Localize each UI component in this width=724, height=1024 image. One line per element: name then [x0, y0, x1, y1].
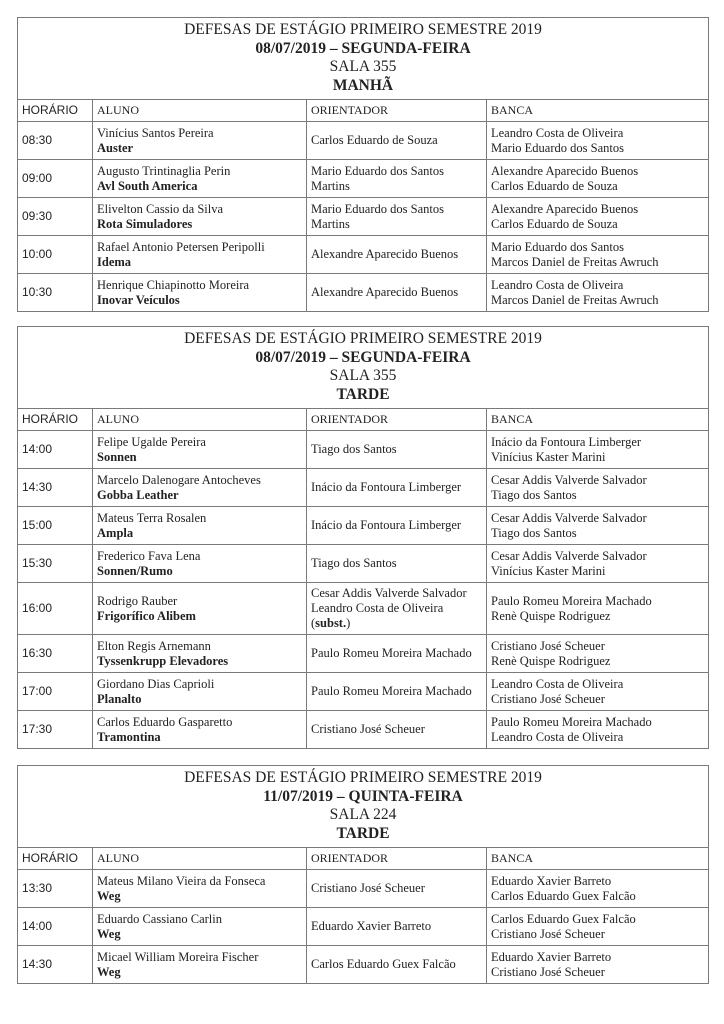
table-row	[18, 908, 709, 946]
company-name: Gobba Leather	[97, 487, 179, 502]
table-date: 08/07/2019 – SEGUNDA-FEIRA	[255, 348, 471, 366]
column-header-advisor: ORIENTADOR	[307, 848, 487, 870]
column-header-row	[18, 848, 709, 870]
board-cell	[487, 870, 709, 908]
board-member: Tiago dos Santos	[491, 525, 577, 540]
time-cell: 14:30	[18, 946, 93, 984]
table-title: DEFESAS DE ESTÁGIO PRIMEIRO SEMESTRE 2019	[184, 330, 542, 347]
time-cell: 15:30	[18, 545, 93, 583]
column-header-time: HORÁRIO	[18, 848, 93, 870]
advisor-cell	[307, 583, 487, 635]
schedule-table-morning	[17, 17, 709, 312]
board-member: Leandro Costa de Oliveira	[491, 676, 624, 691]
column-header-student: ALUNO	[93, 100, 307, 122]
column-header-student: ALUNO	[93, 409, 307, 431]
board-cell	[487, 469, 709, 507]
table-room: SALA 355	[329, 58, 397, 75]
student-cell	[93, 635, 307, 673]
time-cell: 08:30	[18, 122, 93, 160]
advisor-name: Mario Eduardo dos Santos	[311, 163, 444, 178]
time-cell: 17:00	[18, 673, 93, 711]
board-member: Mario Eduardo dos Santos	[491, 140, 624, 155]
column-header-board: BANCA	[487, 100, 709, 122]
table-row	[18, 160, 709, 198]
student-cell	[93, 274, 307, 312]
advisor-cell	[307, 236, 487, 274]
advisor-cell	[307, 946, 487, 984]
student-name: Marcelo Dalenogare Antocheves	[97, 472, 261, 487]
advisor-name: Paulo Romeu Moreira Machado	[311, 684, 472, 698]
student-name: Felipe Ugalde Pereira	[97, 434, 206, 449]
student-name: Carlos Eduardo Gasparetto	[97, 714, 233, 729]
student-cell	[93, 946, 307, 984]
time-cell: 17:30	[18, 711, 93, 749]
column-header-row	[18, 409, 709, 431]
advisor-cell	[307, 711, 487, 749]
student-cell	[93, 431, 307, 469]
student-name: Vinícius Santos Pereira	[97, 125, 214, 140]
board-cell	[487, 635, 709, 673]
table-room: SALA 224	[329, 806, 397, 823]
advisor-cell	[307, 870, 487, 908]
student-cell	[93, 236, 307, 274]
board-member: Cesar Addis Valverde Salvador	[491, 472, 647, 487]
board-member: Leandro Costa de Oliveira	[491, 729, 624, 744]
company-name: Planalto	[97, 691, 142, 706]
student-name: Rodrigo Rauber	[97, 593, 178, 608]
student-cell	[93, 870, 307, 908]
table-row	[18, 469, 709, 507]
table-room: SALA 355	[329, 367, 397, 384]
table-row	[18, 431, 709, 469]
student-cell	[93, 908, 307, 946]
schedule-table-afternoon-0807	[17, 326, 709, 749]
student-cell	[93, 122, 307, 160]
table-row	[18, 583, 709, 635]
board-member: Cesar Addis Valverde Salvador	[491, 548, 647, 563]
advisor-name: Tiago dos Santos	[311, 556, 397, 570]
company-name: Weg	[97, 888, 121, 903]
board-member: Eduardo Xavier Barreto	[491, 873, 612, 888]
advisor-name: Martins	[311, 216, 350, 231]
student-cell	[93, 711, 307, 749]
advisor-name: Alexandre Aparecido Buenos	[311, 285, 459, 299]
company-name: Auster	[97, 140, 134, 155]
advisor-cell	[307, 431, 487, 469]
student-name: Eduardo Cassiano Carlin	[97, 911, 222, 926]
time-cell: 09:00	[18, 160, 93, 198]
advisor-name: Leandro Costa de Oliveira	[311, 601, 444, 615]
table-period: MANHÃ	[332, 76, 394, 94]
student-name: Mateus Milano Vieira da Fonseca	[97, 873, 266, 888]
table-row	[18, 870, 709, 908]
table-period: TARDE	[336, 824, 390, 842]
time-cell: 14:00	[18, 431, 93, 469]
student-name: Giordano Dias Caprioli	[97, 676, 215, 691]
board-cell	[487, 236, 709, 274]
time-cell: 10:30	[18, 274, 93, 312]
column-header-time: HORÁRIO	[18, 100, 93, 122]
student-cell	[93, 673, 307, 711]
board-member: Cristiano José Scheuer	[491, 964, 605, 979]
advisor-note-text: subst.	[315, 616, 347, 630]
advisor-cell	[307, 160, 487, 198]
table-row	[18, 545, 709, 583]
board-member: Marcos Daniel de Freitas Awruch	[491, 254, 659, 269]
schedule-table-afternoon-1107	[17, 765, 709, 984]
advisor-cell	[307, 198, 487, 236]
board-cell	[487, 946, 709, 984]
time-cell: 15:00	[18, 507, 93, 545]
board-member: Cristiano José Scheuer	[491, 926, 605, 941]
advisor-cell	[307, 908, 487, 946]
board-member: Tiago dos Santos	[491, 487, 577, 502]
advisor-cell	[307, 469, 487, 507]
table-row	[18, 635, 709, 673]
table-row	[18, 673, 709, 711]
company-name: Tramontina	[97, 729, 161, 744]
board-member: Renè Quispe Rodriguez	[491, 608, 611, 623]
student-cell	[93, 160, 307, 198]
company-name: Weg	[97, 964, 121, 979]
table-header	[18, 766, 709, 848]
time-cell: 13:30	[18, 870, 93, 908]
column-header-board: BANCA	[487, 848, 709, 870]
advisor-cell	[307, 545, 487, 583]
table-row	[18, 274, 709, 312]
advisor-name: Inácio da Fontoura Limberger	[311, 480, 462, 494]
table-row	[18, 198, 709, 236]
board-cell	[487, 711, 709, 749]
board-member: Marcos Daniel de Freitas Awruch	[491, 292, 659, 307]
column-header-time: HORÁRIO	[18, 409, 93, 431]
board-cell	[487, 545, 709, 583]
student-name: Mateus Terra Rosalen	[97, 510, 207, 525]
student-name: Elivelton Cassio da Silva	[97, 201, 224, 216]
board-member: Cristiano José Scheuer	[491, 691, 605, 706]
table-period: TARDE	[336, 385, 390, 403]
advisor-name: Carlos Eduardo de Souza	[311, 133, 438, 147]
board-member: Paulo Romeu Moreira Machado	[491, 593, 652, 608]
board-member: Leandro Costa de Oliveira	[491, 277, 624, 292]
company-name: Rota Simuladores	[97, 216, 193, 231]
company-name: Sonnen/Rumo	[97, 563, 173, 578]
advisor-cell	[307, 673, 487, 711]
time-cell: 16:00	[18, 583, 93, 635]
company-name: Idema	[97, 254, 132, 269]
board-member: Alexandre Aparecido Buenos	[491, 163, 639, 178]
company-name: Frigorífico Alibem	[97, 608, 196, 623]
time-cell: 14:00	[18, 908, 93, 946]
board-member: Inácio da Fontoura Limberger	[491, 434, 642, 449]
student-name: Henrique Chiapinotto Moreira	[97, 277, 250, 292]
company-name: Tyssenkrupp Elevadores	[97, 653, 229, 668]
company-name: Sonnen	[97, 449, 137, 464]
board-cell	[487, 431, 709, 469]
board-cell	[487, 507, 709, 545]
board-member: Paulo Romeu Moreira Machado	[491, 714, 652, 729]
advisor-name: Cristiano José Scheuer	[311, 722, 425, 736]
table-header	[18, 327, 709, 409]
advisor-name: Paulo Romeu Moreira Machado	[311, 646, 472, 660]
table-header	[18, 18, 709, 100]
company-name: Inovar Veículos	[97, 292, 180, 307]
student-name: Frederico Fava Lena	[97, 548, 201, 563]
advisor-name: Cristiano José Scheuer	[311, 881, 425, 895]
column-header-student: ALUNO	[93, 848, 307, 870]
board-member: Vinícius Kaster Marini	[491, 449, 606, 464]
time-cell: 14:30	[18, 469, 93, 507]
advisor-cell	[307, 507, 487, 545]
board-cell	[487, 122, 709, 160]
board-member: Alexandre Aparecido Buenos	[491, 201, 639, 216]
student-cell	[93, 545, 307, 583]
board-member: Carlos Eduardo Guex Falcão	[491, 911, 636, 926]
table-row	[18, 236, 709, 274]
student-cell	[93, 507, 307, 545]
board-member: Renè Quispe Rodriguez	[491, 653, 611, 668]
advisor-name: Martins	[311, 178, 350, 193]
student-name: Augusto Trintinaglia Perin	[97, 163, 231, 178]
student-cell	[93, 198, 307, 236]
board-cell	[487, 583, 709, 635]
board-member: Cesar Addis Valverde Salvador	[491, 510, 647, 525]
board-member: Carlos Eduardo Guex Falcão	[491, 888, 636, 903]
table-title: DEFESAS DE ESTÁGIO PRIMEIRO SEMESTRE 2019	[184, 21, 542, 38]
board-member: Carlos Eduardo de Souza	[491, 178, 618, 193]
table-row	[18, 946, 709, 984]
advisor-name: Inácio da Fontoura Limberger	[311, 518, 462, 532]
table-date: 11/07/2019 – QUINTA-FEIRA	[263, 787, 463, 805]
board-cell	[487, 198, 709, 236]
advisor-cell	[307, 635, 487, 673]
column-header-row	[18, 100, 709, 122]
table-row	[18, 711, 709, 749]
student-cell	[93, 469, 307, 507]
table-title: DEFESAS DE ESTÁGIO PRIMEIRO SEMESTRE 2019	[184, 769, 542, 786]
board-member: Cristiano José Scheuer	[491, 638, 605, 653]
column-header-advisor: ORIENTADOR	[307, 100, 487, 122]
advisor-name: Cesar Addis Valverde Salvador	[311, 586, 467, 600]
advisor-note: (subst.)	[311, 616, 351, 630]
student-name: Micael William Moreira Fischer	[97, 949, 259, 964]
time-cell: 10:00	[18, 236, 93, 274]
company-name: Weg	[97, 926, 121, 941]
table-row	[18, 122, 709, 160]
advisor-cell	[307, 274, 487, 312]
board-member: Mario Eduardo dos Santos	[491, 239, 624, 254]
board-member: Vinícius Kaster Marini	[491, 563, 606, 578]
column-header-advisor: ORIENTADOR	[307, 409, 487, 431]
student-name: Elton Regis Arnemann	[97, 638, 211, 653]
board-cell	[487, 673, 709, 711]
advisor-name: Tiago dos Santos	[311, 442, 397, 456]
advisor-name: Alexandre Aparecido Buenos	[311, 247, 459, 261]
board-cell	[487, 274, 709, 312]
advisor-name: Carlos Eduardo Guex Falcão	[311, 957, 456, 971]
board-cell	[487, 160, 709, 198]
advisor-name: Eduardo Xavier Barreto	[311, 919, 432, 933]
advisor-name: Mario Eduardo dos Santos	[311, 201, 444, 216]
board-cell	[487, 908, 709, 946]
table-row	[18, 507, 709, 545]
table-date: 08/07/2019 – SEGUNDA-FEIRA	[255, 39, 471, 57]
advisor-cell	[307, 122, 487, 160]
board-member: Carlos Eduardo de Souza	[491, 216, 618, 231]
board-member: Leandro Costa de Oliveira	[491, 125, 624, 140]
board-member: Eduardo Xavier Barreto	[491, 949, 612, 964]
time-cell: 16:30	[18, 635, 93, 673]
company-name: Ampla	[97, 525, 134, 540]
company-name: Avl South America	[97, 178, 198, 193]
student-cell	[93, 583, 307, 635]
column-header-board: BANCA	[487, 409, 709, 431]
time-cell: 09:30	[18, 198, 93, 236]
student-name: Rafael Antonio Petersen Peripolli	[97, 239, 265, 254]
